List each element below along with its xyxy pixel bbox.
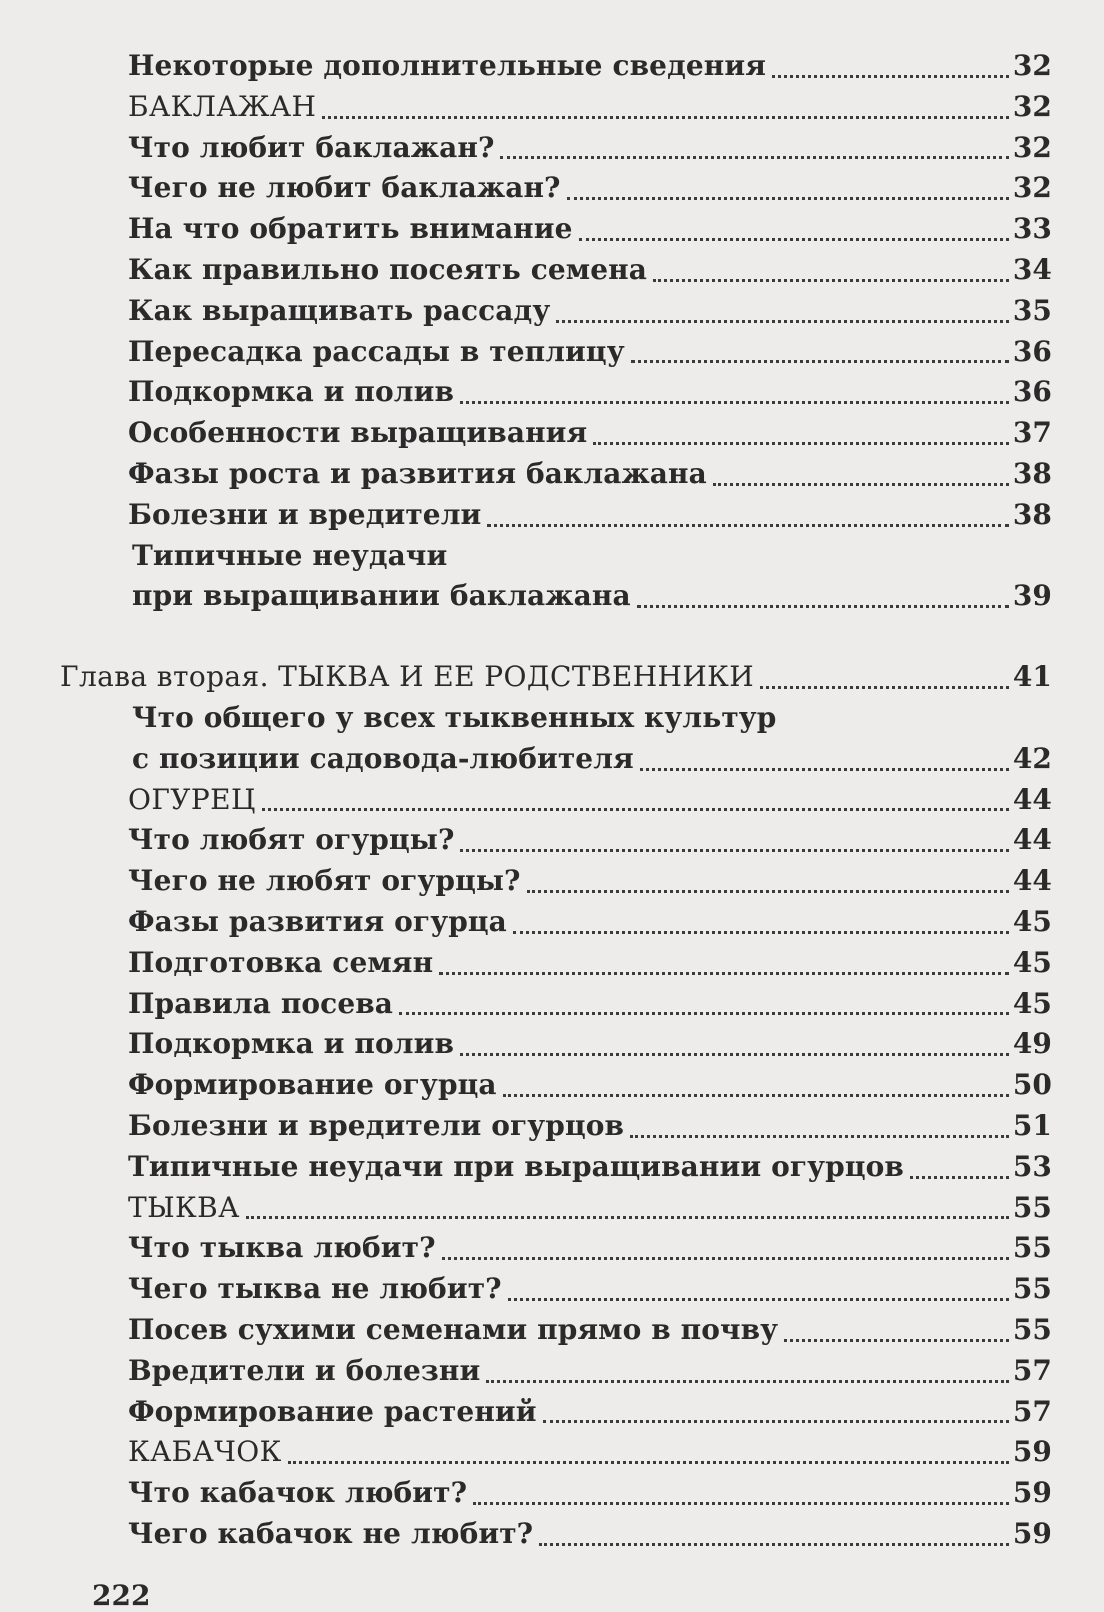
toc-entry (0, 1228, 1104, 1269)
toc-entry-page-number: 32 (1012, 89, 1052, 123)
toc-entry (0, 46, 1104, 87)
toc-entry-title: Вредители и болезни (128, 1353, 481, 1387)
dot-leader (556, 320, 1008, 323)
toc-entry-page-number: 36 (1012, 334, 1052, 368)
toc-entry (0, 1106, 1104, 1147)
toc-entry (0, 1147, 1104, 1188)
toc-entry-title: Формирование огурца (128, 1068, 497, 1102)
toc-entry (0, 209, 1104, 250)
toc-entry (0, 1432, 1104, 1473)
toc-entry-title: Правила посева (128, 986, 394, 1020)
toc-entry (0, 454, 1104, 495)
toc-entry-title: Что любят огурцы? (128, 823, 455, 857)
toc-entry-page-number: 39 (1012, 579, 1052, 613)
toc-entry-title: Особенности выращивания (128, 416, 588, 450)
dot-leader (246, 1216, 1009, 1219)
dot-leader (784, 1339, 1009, 1342)
toc-entry-title: Чего не любит баклажан? (128, 171, 561, 205)
toc-entry-page-number: 41 (1012, 660, 1052, 694)
toc-entry-page-number: 59 (1012, 1476, 1052, 1510)
dot-leader (579, 238, 1009, 241)
toc-entry-title: Посев сухими семенами прямо в почву (128, 1312, 779, 1346)
toc-entry-page-number: 51 (1012, 1108, 1052, 1142)
toc-entry (0, 372, 1104, 413)
toc-entry-title: ТЫКВА (128, 1190, 240, 1224)
toc-entry-title: Формирование растений (128, 1394, 537, 1428)
toc-entry (0, 1392, 1104, 1433)
toc-entry (0, 87, 1104, 128)
dot-leader (473, 1502, 1009, 1505)
toc-entry (0, 1024, 1104, 1065)
toc-entry-title: БАКЛАЖАН (128, 89, 317, 123)
toc-entry-title: Как выращивать рассаду (128, 293, 551, 327)
toc-entry-page-number: 32 (1012, 171, 1052, 205)
toc-entry-page-number: 59 (1012, 1435, 1052, 1469)
toc-entry (0, 861, 1104, 902)
toc-entry-page-number: 55 (1012, 1312, 1052, 1346)
toc-entry (0, 1269, 1104, 1310)
toc-entry (0, 1514, 1104, 1555)
toc-entry (0, 250, 1104, 291)
toc-entry (0, 657, 1104, 698)
toc-entry-title: Чего тыква не любит? (128, 1272, 502, 1306)
dot-leader (508, 1298, 1009, 1301)
toc-entry-title: Подготовка семян (128, 945, 434, 979)
toc-entry-page-number: 38 (1012, 456, 1052, 490)
dot-leader (713, 483, 1009, 486)
toc-entry-page-number: 34 (1012, 252, 1052, 286)
dot-leader (500, 156, 1008, 159)
toc-entry-page-number: 35 (1012, 293, 1052, 327)
toc-entry-page-number: 36 (1012, 375, 1052, 409)
toc-entry-title: Фазы роста и развития баклажана (128, 456, 707, 490)
toc-entry (0, 576, 1104, 617)
dot-leader (653, 279, 1009, 282)
toc-entry-title: Типичные неудачи при выращивании огурцов (128, 1149, 904, 1183)
dot-leader (539, 1543, 1009, 1546)
toc-entry-page-number: 32 (1012, 49, 1052, 82)
dot-leader (760, 686, 1009, 689)
toc-entry-title: Болезни и вредители (128, 497, 482, 531)
toc-entry (0, 943, 1104, 984)
dot-leader (460, 849, 1008, 852)
toc-entry-page-number: 44 (1012, 782, 1052, 816)
toc-entry-title: КАБАЧОК (128, 1435, 282, 1469)
toc-entry-page-number: 55 (1012, 1190, 1052, 1224)
toc-entry (0, 1473, 1104, 1514)
dot-leader (288, 1461, 1009, 1464)
toc-entry-title: Подкормка и полив (128, 1027, 455, 1061)
dot-leader (486, 1380, 1008, 1383)
toc-entry (0, 1065, 1104, 1106)
toc-entry-title: Чего не любят огурцы? (128, 864, 521, 898)
toc-entry-title: Глава вторая. ТЫКВА И ЕЕ РОДСТВЕННИКИ (60, 660, 755, 694)
toc-entry (0, 698, 1104, 739)
toc-entry-page-number: 44 (1012, 864, 1052, 898)
toc-entry-page-number: 44 (1012, 823, 1052, 857)
toc-entry-page-number: 45 (1012, 986, 1052, 1020)
toc-entry-page-number: 53 (1012, 1149, 1052, 1183)
toc-entry (0, 128, 1104, 169)
toc-entry-title: Типичные неудачи (132, 538, 448, 572)
toc-entry-page-number: 38 (1012, 497, 1052, 531)
dot-leader (322, 116, 1009, 119)
toc-entry (0, 1351, 1104, 1392)
dot-leader (399, 1012, 1009, 1015)
toc-entry-page-number: 57 (1012, 1394, 1052, 1428)
toc-entry-title: Болезни и вредители огурцов (128, 1108, 625, 1142)
toc-entry-title: Подкормка и полив (128, 375, 455, 409)
toc-entry-title: Что любит баклажан? (128, 130, 495, 164)
toc-entry (0, 1188, 1104, 1229)
toc-entry (0, 536, 1104, 577)
toc-entry-title: Фазы развития огурца (128, 904, 507, 938)
table-of-contents (0, 46, 1104, 1555)
dot-leader (543, 1420, 1009, 1423)
dot-leader (513, 931, 1009, 934)
toc-entry-page-number: 55 (1012, 1272, 1052, 1306)
toc-entry-title: На что обратить внимание (128, 212, 573, 246)
dot-leader (442, 1257, 1009, 1260)
toc-entry (0, 902, 1104, 943)
toc-entry-title: ОГУРЕЦ (128, 782, 256, 816)
toc-entry-title: Чего кабачок не любит? (128, 1516, 534, 1550)
dot-leader (630, 1135, 1009, 1138)
toc-entry (0, 168, 1104, 209)
toc-entry-title: Что кабачок любит? (128, 1476, 468, 1510)
toc-entry-title: Что общего у всех тыквенных культур (132, 700, 777, 734)
toc-entry-page-number: 59 (1012, 1516, 1052, 1550)
toc-entry-page-number: 49 (1012, 1027, 1052, 1061)
dot-leader (910, 1176, 1009, 1179)
toc-entry-page-number: 50 (1012, 1068, 1052, 1102)
dot-leader (527, 890, 1009, 893)
toc-entry-title: с позиции садовода-любителя (132, 741, 634, 775)
dot-leader (567, 197, 1009, 200)
toc-entry (0, 332, 1104, 373)
toc-entry-title: Как правильно посеять семена (128, 252, 647, 286)
toc-entry (0, 739, 1104, 780)
toc-entry-page-number: 33 (1012, 212, 1052, 246)
toc-entry (0, 1310, 1104, 1351)
dot-leader (640, 768, 1009, 771)
toc-entry-page-number: 32 (1012, 130, 1052, 164)
toc-entry-page-number: 57 (1012, 1353, 1052, 1387)
toc-entry-page-number: 42 (1012, 741, 1052, 775)
page-number: 222 (92, 1579, 151, 1612)
toc-entry (0, 780, 1104, 821)
toc-entry (0, 820, 1104, 861)
dot-leader (637, 605, 1009, 608)
toc-entry-title: Пересадка рассады в теплицу (128, 334, 625, 368)
toc-entry-title: Некоторые дополнительные сведения (128, 49, 766, 82)
dot-leader (631, 360, 1009, 363)
toc-entry (0, 291, 1104, 332)
toc-entry-title: Что тыква любит? (128, 1231, 436, 1265)
toc-entry (0, 495, 1104, 536)
toc-entry-title: при выращивании баклажана (132, 579, 631, 613)
toc-entry-page-number: 45 (1012, 945, 1052, 979)
toc-entry-page-number: 45 (1012, 904, 1052, 938)
dot-leader (460, 1053, 1009, 1056)
toc-entry (0, 413, 1104, 454)
toc-entry-page-number: 37 (1012, 416, 1052, 450)
dot-leader (460, 401, 1009, 404)
toc-entry (0, 984, 1104, 1025)
dot-leader (593, 442, 1008, 445)
toc-entry-page-number: 55 (1012, 1231, 1052, 1265)
dot-leader (503, 1094, 1009, 1097)
dot-leader (487, 524, 1008, 527)
dot-leader (262, 808, 1009, 811)
dot-leader (772, 75, 1009, 78)
dot-leader (439, 972, 1009, 975)
